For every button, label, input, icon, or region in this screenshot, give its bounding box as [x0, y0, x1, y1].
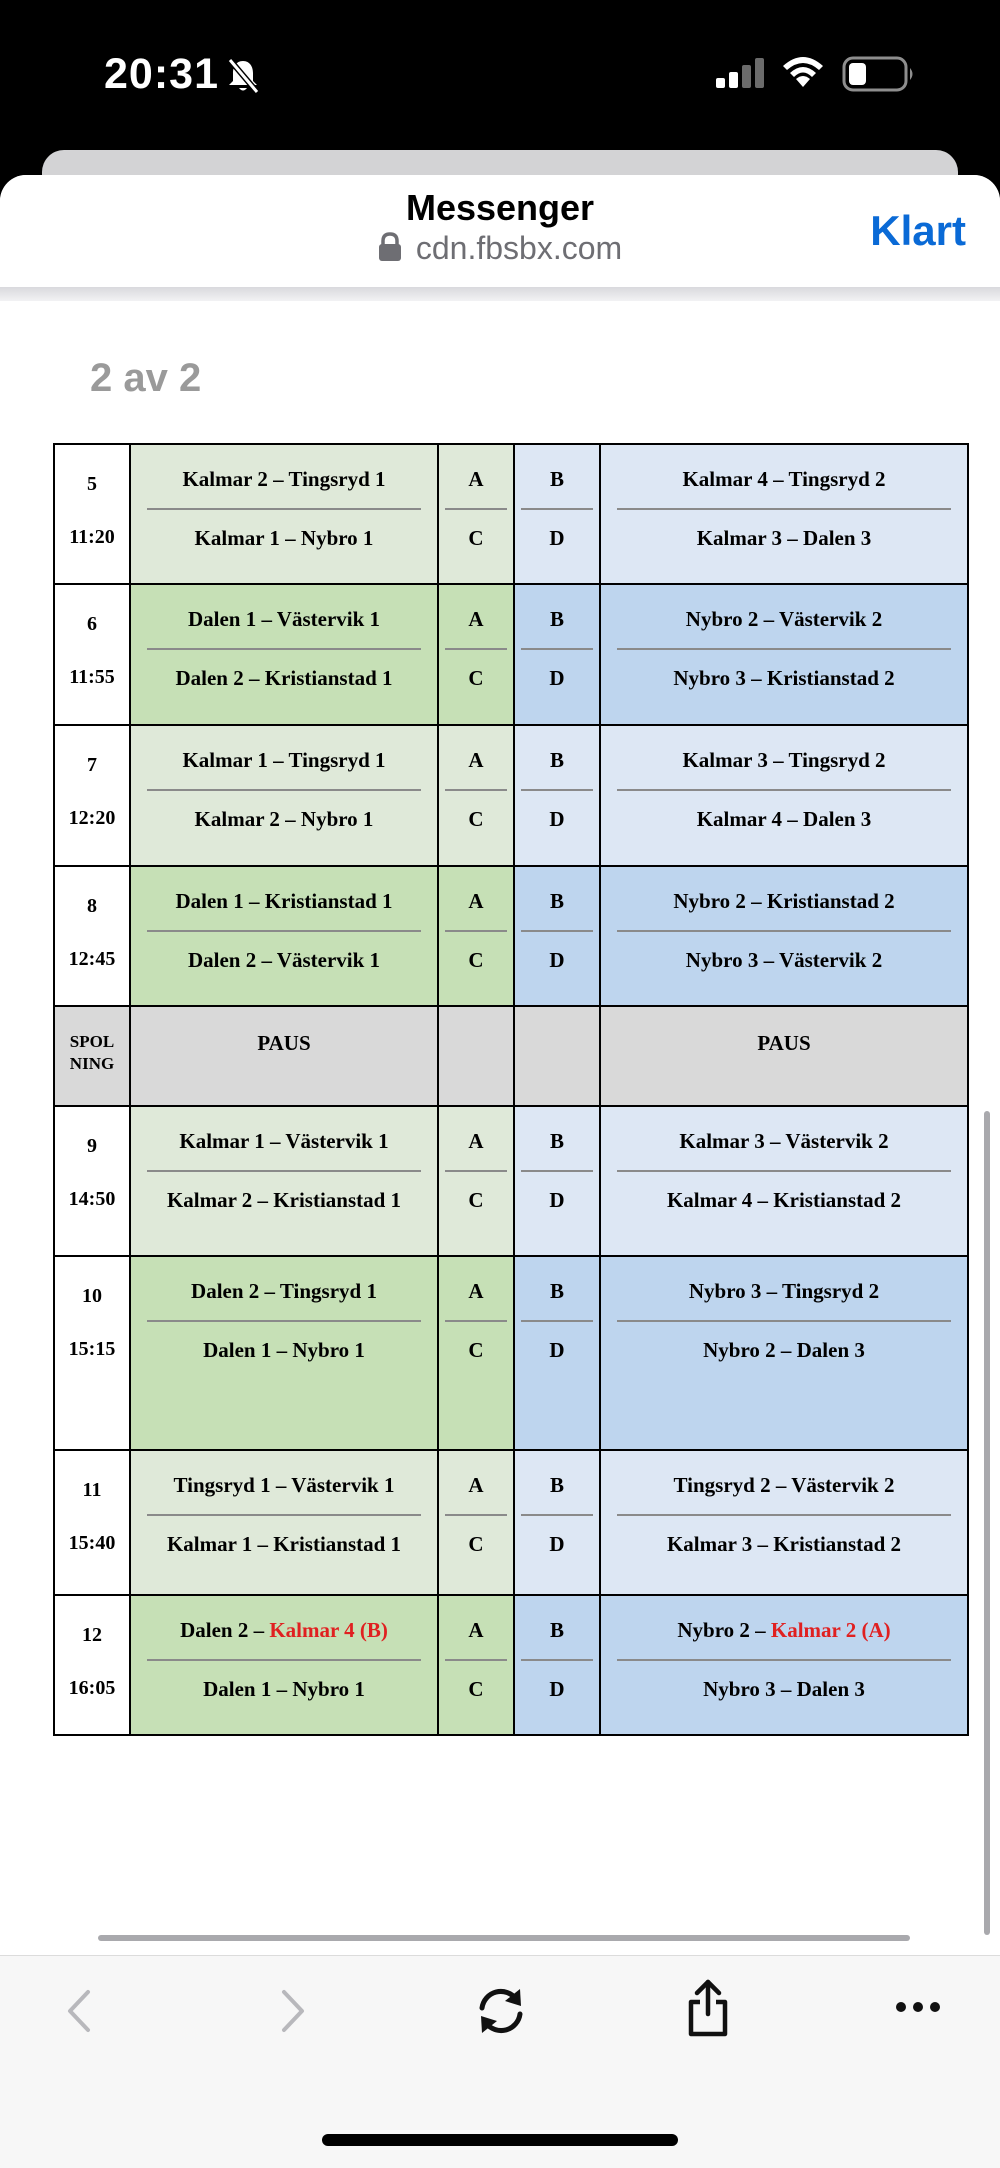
court-label: C [468, 948, 484, 972]
round-cell [54, 444, 130, 584]
pause-empty-cell [438, 1006, 514, 1106]
court-label: A [468, 748, 484, 772]
court-cell-a [438, 725, 514, 866]
table-row [54, 866, 968, 1006]
status-bar [0, 0, 1000, 150]
done-button[interactable]: Klart [870, 207, 966, 254]
nav-header [0, 175, 1000, 287]
green-matches [130, 1106, 438, 1256]
round-cell [54, 725, 130, 866]
green-matches [130, 444, 438, 584]
court-cell-a [438, 866, 514, 1006]
pause-label: NING [69, 1054, 115, 1073]
pause-label-cell [54, 1006, 130, 1106]
share-icon[interactable] [686, 1978, 730, 2038]
court-label: A [468, 607, 484, 631]
court-label: A [468, 1618, 484, 1642]
pause-text: PAUS [757, 1031, 811, 1055]
match-text: Dalen 1 – Nybro 1 [203, 1677, 365, 1701]
match-text [617, 1618, 951, 1643]
refresh-icon[interactable] [474, 1984, 528, 2038]
team-text: Dalen 2 – [180, 1618, 270, 1642]
nav-divider [0, 287, 1000, 301]
round-cell [54, 1256, 130, 1450]
court-label: C [468, 807, 484, 831]
green-matches [130, 725, 438, 866]
round-time: 11:20 [69, 526, 115, 548]
table-row [54, 1450, 968, 1595]
pause-empty-cell [514, 1006, 600, 1106]
match-text: Kalmar 2 – Kristianstad 1 [166, 1188, 402, 1212]
court-cell-b [514, 1595, 600, 1735]
round-time: 12:20 [68, 807, 116, 829]
round-time: 15:15 [68, 1338, 116, 1360]
blue-matches [600, 866, 968, 1006]
vertical-scrollbar[interactable] [984, 1111, 990, 1935]
round-cell [54, 1106, 130, 1256]
match-text: Kalmar 3 – Tingsryd 2 [682, 748, 886, 772]
blue-matches [600, 584, 968, 725]
court-cell-b [514, 725, 600, 866]
round-cell [54, 1595, 130, 1735]
more-icon[interactable] [894, 2000, 942, 2014]
blue-matches [600, 1256, 968, 1450]
match-text: Nybro 3 – Dalen 3 [703, 1677, 865, 1701]
muted-bell-icon [226, 58, 260, 94]
wifi-icon [782, 54, 824, 88]
pause-row [54, 1006, 968, 1106]
round-number: 8 [87, 895, 97, 917]
court-label: D [549, 1677, 565, 1701]
match-text: Tingsryd 1 – Västervik 1 [173, 1473, 395, 1497]
highlighted-team: Kalmar 2 (A) [770, 1618, 891, 1642]
blue-matches [600, 1450, 968, 1595]
court-label: C [468, 1338, 484, 1362]
blue-matches [600, 1106, 968, 1256]
match-text: Nybro 2 – Västervik 2 [685, 607, 883, 631]
lock-icon [378, 232, 402, 262]
round-time: 11:55 [69, 666, 115, 688]
court-label: B [549, 467, 564, 491]
court-cell-b [514, 444, 600, 584]
match-schedule-table [53, 443, 969, 1736]
match-text: Kalmar 4 – Dalen 3 [696, 807, 872, 831]
blue-matches [600, 444, 968, 584]
court-label: D [549, 1188, 565, 1212]
court-label: D [549, 526, 565, 550]
court-label: D [549, 948, 565, 972]
court-label: D [549, 1532, 565, 1556]
court-cell-b [514, 1106, 600, 1256]
court-label: C [468, 1532, 484, 1556]
pause-cell [130, 1006, 438, 1106]
table-row [54, 444, 968, 584]
match-text: Nybro 3 – Västervik 2 [685, 948, 883, 972]
round-cell [54, 1450, 130, 1595]
match-text: Dalen 1 – Kristianstad 1 [175, 889, 393, 913]
court-label: D [549, 666, 565, 690]
back-icon[interactable] [62, 1986, 96, 2036]
green-matches [130, 1450, 438, 1595]
forward-icon[interactable] [276, 1986, 310, 2036]
round-number: 9 [87, 1135, 97, 1157]
court-label: B [549, 607, 564, 631]
round-number: 7 [87, 754, 97, 776]
court-label: C [468, 666, 484, 690]
highlighted-team: Kalmar 4 (B) [269, 1618, 388, 1642]
court-label: C [468, 1188, 484, 1212]
table-row [54, 584, 968, 725]
match-text: Dalen 1 – Västervik 1 [187, 607, 381, 631]
round-time: 12:45 [68, 948, 116, 970]
court-label: B [549, 889, 564, 913]
court-label: B [549, 1129, 564, 1153]
table-row [54, 725, 968, 866]
match-text: Kalmar 3 – Västervik 2 [679, 1129, 889, 1153]
court-cell-a [438, 1106, 514, 1256]
round-time: 14:50 [68, 1188, 116, 1210]
green-matches [130, 1595, 438, 1735]
nav-url [0, 230, 1000, 267]
court-label: B [549, 1618, 564, 1642]
nav-title: Messenger [405, 187, 595, 228]
court-cell-b [514, 1450, 600, 1595]
battery-icon [842, 56, 916, 92]
round-number: 11 [82, 1479, 102, 1501]
match-text: Dalen 1 – Nybro 1 [203, 1338, 365, 1362]
court-label: A [468, 1129, 484, 1153]
table-row [54, 1256, 968, 1450]
match-text: Kalmar 1 – Tingsryd 1 [182, 748, 386, 772]
round-number: 5 [87, 473, 97, 495]
round-time: 15:40 [68, 1532, 116, 1554]
round-cell [54, 866, 130, 1006]
pause-text: PAUS [257, 1031, 311, 1055]
status-time: 20:31 [104, 50, 219, 98]
match-text [147, 1618, 421, 1643]
match-text: Kalmar 1 – Nybro 1 [194, 526, 374, 550]
green-matches [130, 584, 438, 725]
match-text: Kalmar 3 – Dalen 3 [696, 526, 872, 550]
match-text: Kalmar 1 – Västervik 1 [179, 1129, 389, 1153]
home-indicator[interactable] [322, 2134, 678, 2146]
round-time: 16:05 [68, 1677, 116, 1699]
page-indicator: 2 av 2 [90, 356, 202, 400]
court-cell-b [514, 1256, 600, 1450]
court-cell-a [438, 444, 514, 584]
match-text: Nybro 2 – Kristianstad 2 [673, 889, 895, 913]
court-label: B [549, 1279, 564, 1303]
pause-label: SPOL [69, 1032, 115, 1051]
green-matches [130, 866, 438, 1006]
match-text: Nybro 3 – Tingsryd 2 [688, 1279, 880, 1303]
court-label: C [468, 1677, 484, 1701]
court-label: D [549, 1338, 565, 1362]
match-text: Nybro 2 – Dalen 3 [703, 1338, 865, 1362]
document-content [0, 301, 1000, 2091]
round-cell [54, 584, 130, 725]
match-text: Kalmar 2 – Tingsryd 1 [182, 467, 386, 491]
team-text: Nybro 2 – [677, 1618, 771, 1642]
browser-sheet [0, 175, 1000, 2167]
pause-cell [600, 1006, 968, 1106]
round-number: 12 [82, 1624, 102, 1646]
court-cell-a [438, 1450, 514, 1595]
court-cell-a [438, 1256, 514, 1450]
cellular-signal-icon [716, 58, 766, 88]
court-label: B [549, 1473, 564, 1497]
court-label: A [468, 1279, 484, 1303]
blue-matches [600, 725, 968, 866]
round-number: 10 [82, 1285, 102, 1307]
court-label: A [468, 1473, 484, 1497]
match-text: Tingsryd 2 – Västervik 2 [673, 1473, 895, 1497]
court-cell-b [514, 866, 600, 1006]
match-text: Kalmar 2 – Nybro 1 [194, 807, 374, 831]
court-cell-a [438, 1595, 514, 1735]
blue-matches [600, 1595, 968, 1735]
match-text: Dalen 2 – Kristianstad 1 [175, 666, 393, 690]
url-text: cdn.fbsbx.com [415, 230, 623, 266]
match-text: Kalmar 1 – Kristianstad 1 [166, 1532, 402, 1556]
table-row [54, 1595, 968, 1735]
court-label: C [468, 526, 484, 550]
match-text: Dalen 2 – Tingsryd 1 [191, 1279, 377, 1303]
court-label: D [549, 807, 565, 831]
court-label: A [468, 889, 484, 913]
horizontal-scrollbar[interactable] [98, 1935, 910, 1941]
court-cell-b [514, 584, 600, 725]
match-text: Kalmar 3 – Kristianstad 2 [666, 1532, 902, 1556]
match-text: Nybro 3 – Kristianstad 2 [673, 666, 895, 690]
round-number: 6 [87, 613, 97, 635]
court-label: A [468, 467, 484, 491]
court-label: B [549, 748, 564, 772]
green-matches [130, 1256, 438, 1450]
match-text: Dalen 2 – Västervik 1 [187, 948, 381, 972]
table-row [54, 1106, 968, 1256]
match-text: Kalmar 4 – Kristianstad 2 [666, 1188, 902, 1212]
match-text: Kalmar 4 – Tingsryd 2 [682, 467, 886, 491]
court-cell-a [438, 584, 514, 725]
